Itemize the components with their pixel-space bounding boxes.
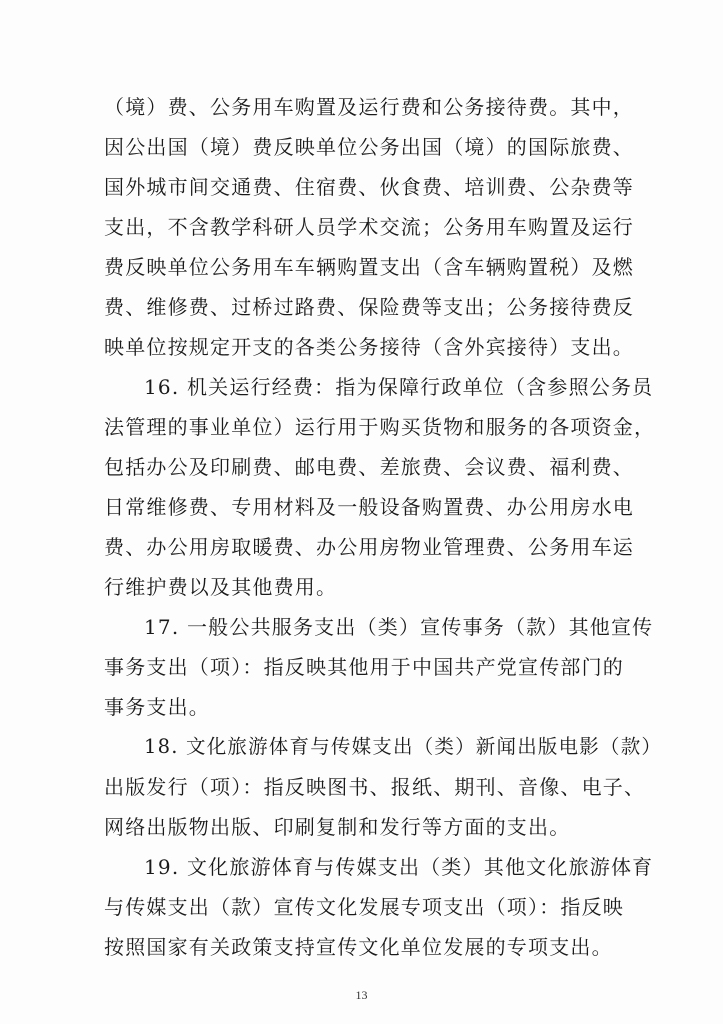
text-line: 网络出版物出版、印刷复制和发行等方面的支出。 (104, 815, 571, 839)
text-line: 支出，不含教学科研人员学术交流；公务用车购置及运行 (104, 215, 634, 239)
text-line: 法管理的事业单位）运行用于购买货物和服务的各项资金， (104, 415, 656, 439)
text-line: 国外城市间交通费、住宿费、伙食费、培训费、公杂费等 (104, 175, 634, 199)
text-line: 因公出国（境）费反映单位公务出国（境）的国际旅费、 (104, 135, 634, 159)
text-line: 事务支出。 (104, 695, 210, 719)
text-line: 费、维修费、过桥过路费、保险费等支出；公务接待费反 (104, 295, 634, 319)
paragraph-17-heading: 17. 一般公共服务支出（类）宣传事务（款）其他宣传 (144, 615, 654, 639)
text-line: 包括办公及印刷费、邮电费、差旅费、会议费、福利费、 (104, 455, 634, 479)
text-line: 行维护费以及其他费用。 (104, 575, 338, 599)
text-line: 与传媒支出（款）宣传文化发展专项支出（项）：指反映 (104, 895, 624, 919)
text-line: 事务支出（项）：指反映其他用于中国共产党宣传部门的 (104, 655, 624, 679)
text-line: 费、办公用房取暖费、办公用房物业管理费、公务用车运 (104, 535, 634, 559)
text-line: 费反映单位公务用车车辆购置支出（含车辆购置税）及燃 (104, 255, 634, 279)
page-number: 13 (355, 988, 368, 1002)
paragraph-19-heading: 19. 文化旅游体育与传媒支出（类）其他文化旅游体育 (144, 855, 654, 879)
text-line: （境）费、公务用车购置及运行费和公务接待费。其中， (104, 95, 634, 119)
text-line: 映单位按规定开支的各类公务接待（含外宾接待）支出。 (104, 335, 634, 359)
paragraph-16-heading: 16. 机关运行经费：指为保障行政单位（含参照公务员 (144, 375, 654, 399)
text-line: 出版发行（项）：指反映图书、报纸、期刊、音像、电子、 (104, 775, 646, 799)
text-line: 日常维修费、专用材料及一般设备购置费、办公用房水电 (104, 495, 634, 519)
text-line: 按照国家有关政策支持宣传文化单位发展的专项支出。 (104, 935, 613, 959)
paragraph-18-heading: 18. 文化旅游体育与传媒支出（类）新闻出版电影（款） (144, 735, 663, 758)
